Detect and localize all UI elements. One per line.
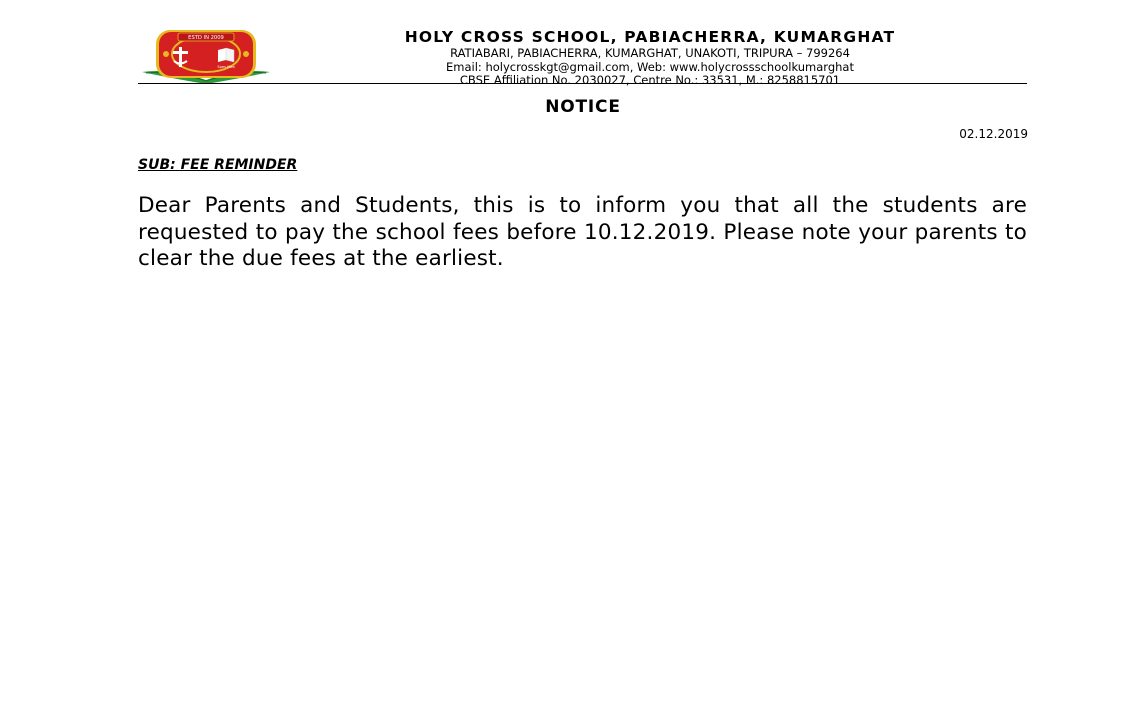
school-affiliation: CBSE Affiliation No. 2030027, Centre No.: 33531, M.: 8258815701 [459,73,841,87]
letterhead-divider [138,83,1027,84]
notice-heading: NOTICE [545,97,621,117]
school-address: RATIABARI, PABIACHERRA, KUMARGHAT, UNAKOTI, TRIPURA – 799264 [450,46,850,60]
crest-estd-text: ESTD IN 2009 [188,35,224,42]
notice-body: Dear Parents and Students, this is to inform you that all the students are requested to pay the school fees before 10.12.2019. Please note your parents to clear the due fees at the earliest. [138,193,1027,271]
crest-motto-text: Spes Mea [217,65,235,69]
school-crest-logo [140,28,272,84]
notice-subject: SUB: FEE REMINDER [138,157,298,173]
school-name: HOLY CROSS SCHOOL, PABIACHERRA, KUMARGHAT [404,28,896,46]
school-contact: Email: holycrosskgt@gmail.com, Web: www.holycrossschoolkumarghat [446,59,854,74]
letterhead-text-block [272,26,1028,88]
notice-date: 02.12.2019 [959,127,1028,141]
letterhead [138,26,1028,87]
